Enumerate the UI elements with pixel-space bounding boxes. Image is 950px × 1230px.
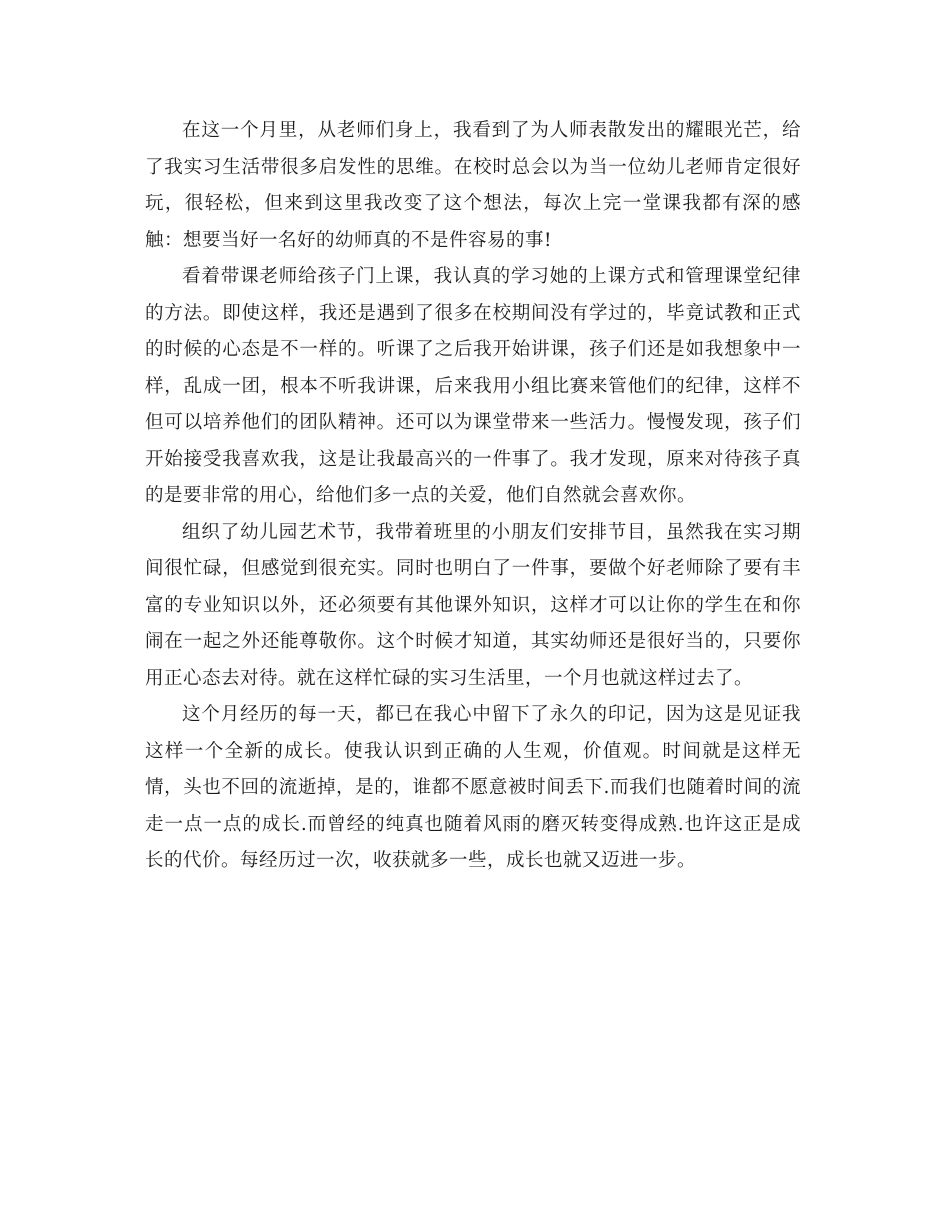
paragraph-1: 在这一个月里，从老师们身上，我看到了为人师表散发出的耀眼光芒，给了我实习生活带很多启发性的思维。在校时总会以为当一位幼儿老师肯定很好玩，很轻松，但来到这里我改变了这个想法，每次上完一堂课我都有深的感触：想要当好一名好的幼师真的不是件容易的事! [145, 120, 801, 251]
paragraph-4: 这个月经历的每一天，都已在我心中留下了永久的印记，因为这是见证我这样一个全新的成长。使我认识到正确的人生观，价值观。时间就是这样无情，头也不回的流逝掉，是的，谁都不愿意被时间丢下.而我们也随着时间的流走一点一点的成长.而曾经的纯真也随着风雨的磨灭转变得成熟.也许这正是成长的代价。每经历过一次，收获就多一些，成长也就又迈进一步。 [145, 704, 801, 871]
paragraph-2: 看着带课老师给孩子门上课，我认真的学习她的上课方式和管理课堂纪律的方法。即使这样，我还是遇到了很多在校期间没有学过的，毕竟试教和正式的时候的心态是不一样的。听课了之后我开始讲课，孩子们还是如我想象中一样，乱成一团，根本不听我讲课，后来我用小组比赛来管他们的纪律，这样不但可以培养他们的团队精神。还可以为课堂带来一些活力。慢慢发现，孩子们开始接受我喜欢我，这是让我最高兴的一件事了。我才发现，原来对待孩子真的是要非常的用心，给他们多一点的关爱，他们自然就会喜欢你。 [145, 266, 801, 506]
paragraph-3: 组织了幼儿园艺术节，我带着班里的小朋友们安排节目，虽然我在实习期间很忙碌，但感觉到很充实。同时也明白了一件事，要做个好老师除了要有丰富的专业知识以外，还必须要有其他课外知识，这样才可以让你的学生在和你闹在一起之外还能尊敬你。这个时候才知道，其实幼师还是很好当的，只要你用正心态去对待。就在这样忙碌的实习生活里，一个月也就这样过去了。 [145, 521, 801, 689]
document-page [145, 113, 801, 880]
